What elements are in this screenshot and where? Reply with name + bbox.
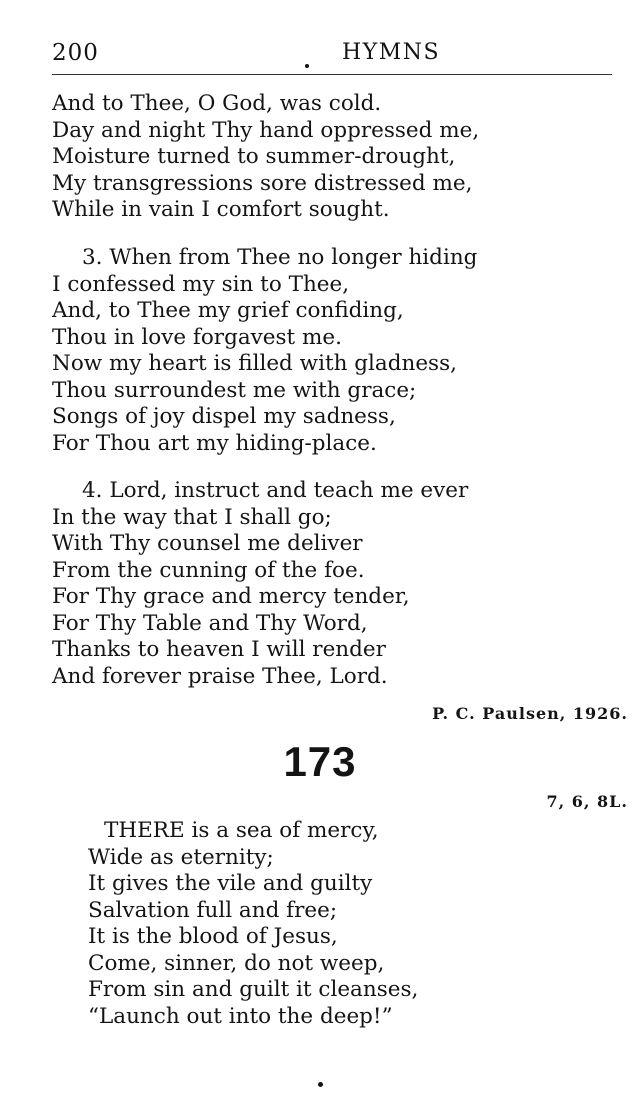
verse-line: For Thou art my hiding-place. — [52, 430, 377, 456]
verse-line: Salvation full and free; — [88, 897, 338, 923]
hymn-173-stanza-1 — [88, 818, 418, 1030]
verse-line: With Thy counsel me deliver — [52, 531, 363, 556]
verse-line: My transgressions sore distressed me, — [52, 170, 473, 196]
verse-line: Wide as eternity; — [88, 844, 274, 870]
verse-line: Thanks to heaven I will render — [52, 637, 386, 662]
verse-line: Songs of joy dispel my sadness, — [52, 404, 396, 429]
verse-line: 3. When from Thee no longer hiding — [82, 245, 478, 270]
header-dot — [305, 64, 309, 68]
page-header — [52, 40, 612, 70]
verse-line: I confessed my sin to Thee, — [52, 271, 350, 297]
verse-line: 4. Lord, instruct and teach me ever — [82, 478, 469, 503]
verse-line: And to Thee, O God, was cold. — [52, 91, 382, 116]
verse-line: While in vain I comfort sought. — [52, 197, 390, 222]
header-rule — [52, 74, 612, 75]
verse-line: From the cunning of the foe. — [52, 557, 365, 583]
verse-line: It is the blood of Jesus, — [88, 924, 338, 949]
verse-line: “Launch out into the deep!” — [88, 1003, 393, 1029]
stanza-4 — [52, 478, 468, 690]
verse-line: THERE is a sea of mercy, — [104, 818, 379, 843]
verse-line: In the way that I shall go; — [52, 504, 332, 530]
verse-line: Moisture turned to summer-drought, — [52, 144, 456, 169]
hymn-number: 173 — [283, 738, 357, 785]
verse-line: Thou in love forgavest me. — [52, 324, 342, 350]
verse-line: And, to Thee my grief confiding, — [52, 298, 404, 323]
verse-line: Now my heart is filled with gladness, — [52, 351, 457, 376]
author-attribution: P. C. Paulsen, 1926. — [432, 704, 628, 723]
stanza-3 — [52, 245, 477, 457]
verse-line: It gives the vile and guilty — [88, 871, 373, 896]
hymn-meter: 7, 6, 8L. — [546, 792, 628, 811]
verse-line: Thou surroundest me with grace; — [52, 377, 417, 403]
running-title: HYMNS — [342, 40, 441, 65]
verse-line: For Thy grace and mercy tender, — [52, 584, 410, 609]
verse-line: For Thy Table and Thy Word, — [52, 610, 368, 636]
verse-line: Day and night Thy hand oppressed me, — [52, 117, 480, 143]
verse-line: And forever praise Thee, Lord. — [52, 663, 388, 689]
verse-line: From sin and guilt it cleanses, — [88, 977, 419, 1002]
footer-dot — [318, 1082, 323, 1087]
verse-line: Come, sinner, do not weep, — [88, 950, 385, 976]
stanza-continued — [52, 91, 479, 224]
page-number: 200 — [52, 40, 99, 66]
